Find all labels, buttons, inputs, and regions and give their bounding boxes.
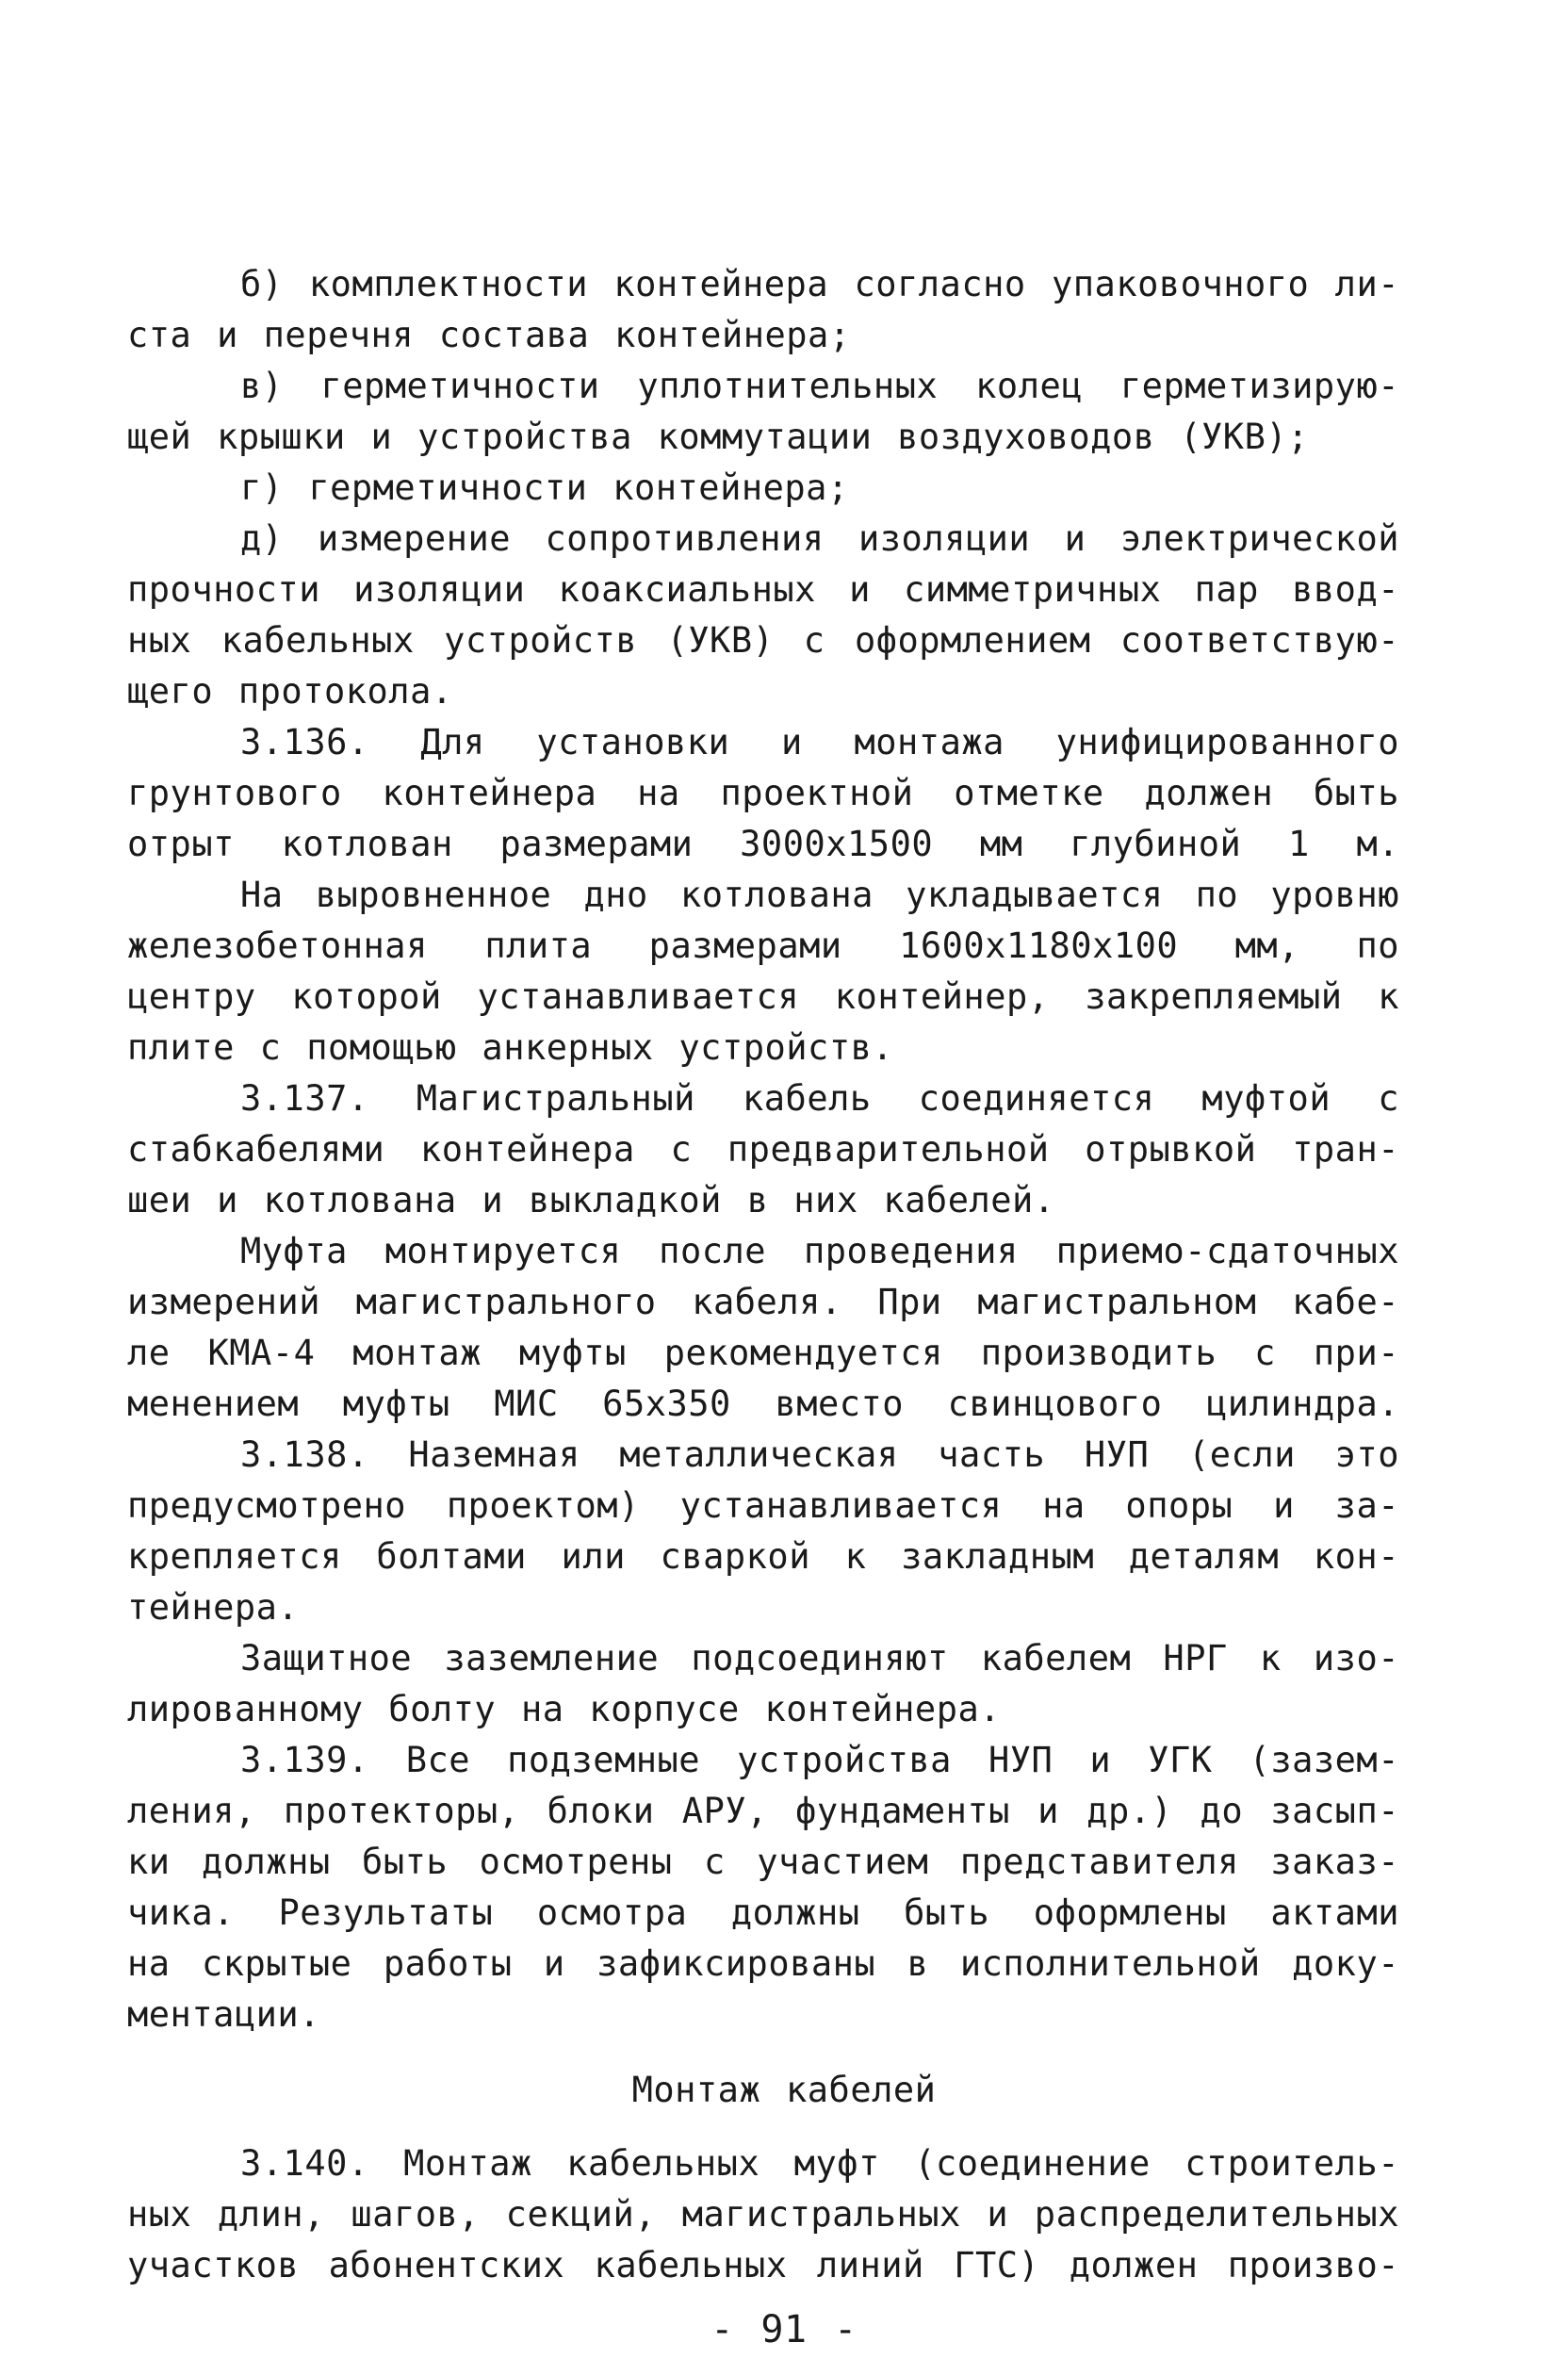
section-3-137-line-2: стабкабелями контейнера с предварительной отрывкой тран- (127, 1129, 1399, 1170)
paragraph-v-line-2: щей крышки и устройства коммутации воздуховодов (УКВ); (127, 417, 1309, 457)
paragraph-b-line-2: ста и перечня состава контейнера; (127, 315, 851, 355)
page-number: - 91 - (710, 2308, 858, 2351)
paragraph-d-line-4: щего протокола. (127, 671, 453, 712)
paragraph-slab-line-1: На выровненное дно котлована укладывается по уровню (240, 875, 1399, 915)
section-3-140-line-1: 3.140. Монтаж кабельных муфт (соединение строитель- (240, 2143, 1399, 2184)
section-3-139-line-5: на скрытые работы и зафиксированы в исполнительной доку- (127, 1943, 1399, 1984)
paragraph-d-line-2: прочности изоляции коаксиальных и симметричных пар ввод- (127, 569, 1399, 610)
section-3-138-line-3: крепляется болтами или сваркой к закладным деталям кон- (127, 1536, 1399, 1577)
paragraph-grounding-line-1: Защитное заземление подсоединяют кабелем НРГ к изо- (240, 1638, 1399, 1679)
section-3-139-line-4: чика. Результаты осмотра должны быть оформлены актами (127, 1892, 1399, 1933)
section-3-138-line-4: тейнера. (127, 1587, 300, 1628)
section-3-136-line-3: отрыт котлован размерами 3000х1500 мм глубиной 1 м. (127, 824, 1399, 864)
section-3-139-line-3: ки должны быть осмотрены с участием представителя заказ- (127, 1842, 1399, 1882)
paragraph-grounding-line-2: лированному болту на корпусе контейнера. (127, 1689, 1002, 1729)
paragraph-slab-line-4: плите с помощью анкерных устройств. (127, 1027, 894, 1068)
section-3-136-line-2: грунтового контейнера на проектной отметке должен быть (127, 773, 1399, 813)
paragraph-coupling-line-2: измерений магистрального кабеля. При магистральном кабе- (127, 1282, 1399, 1322)
paragraph-d-line-3: ных кабельных устройств (УКВ) с оформлением соответствую- (127, 620, 1399, 661)
section-heading: Монтаж кабелей (631, 2070, 937, 2110)
paragraph-slab-line-3: центру которой устанавливается контейнер, закрепляемый к (127, 976, 1399, 1017)
section-3-137-line-1: 3.137. Магистральный кабель соединяется муфтой с (240, 1078, 1399, 1119)
section-3-138-line-1: 3.138. Наземная металлическая часть НУП (если это (240, 1434, 1399, 1475)
paragraph-d-line-1: д) измерение сопротивления изоляции и электрической (240, 518, 1399, 559)
section-3-138-line-2: предусмотрено проектом) устанавливается на опоры и за- (127, 1485, 1399, 1526)
section-3-137-line-3: шеи и котлована и выкладкой в них кабелей. (127, 1180, 1055, 1220)
paragraph-v-line-1: в) герметичности уплотнительных колец герметизирую- (240, 366, 1399, 406)
paragraph-slab-line-2: железобетонная плита размерами 1600х1180х100 мм, по (127, 925, 1399, 966)
paragraph-coupling-line-4: менением муфты МИС 65х350 вместо свинцового цилиндра. (127, 1384, 1399, 1424)
section-3-136-line-1: 3.136. Для установки и монтажа унифицированного (240, 722, 1399, 762)
paragraph-b-line-1: б) комплектности контейнера согласно упаковочного ли- (240, 264, 1399, 304)
paragraph-coupling-line-3: ле КМА-4 монтаж муфты рекомендуется производить с при- (127, 1333, 1399, 1373)
paragraph-g-line-1: г) герметичности контейнера; (240, 467, 849, 508)
section-3-140-line-2: ных длин, шагов, секций, магистральных и распределительных (127, 2194, 1399, 2235)
section-3-139-line-1: 3.139. Все подземные устройства НУП и УГК (зазем- (240, 1740, 1399, 1780)
paragraph-coupling-line-1: Муфта монтируется после проведения приемо-сдаточных (240, 1231, 1399, 1271)
section-3-139-line-2: ления, протекторы, блоки АРУ, фундаменты и др.) до засып- (127, 1791, 1399, 1831)
section-3-140-line-3: участков абонентских кабельных линий ГТС) должен произво- (127, 2245, 1399, 2285)
section-3-139-line-6: ментации. (127, 1994, 320, 2035)
